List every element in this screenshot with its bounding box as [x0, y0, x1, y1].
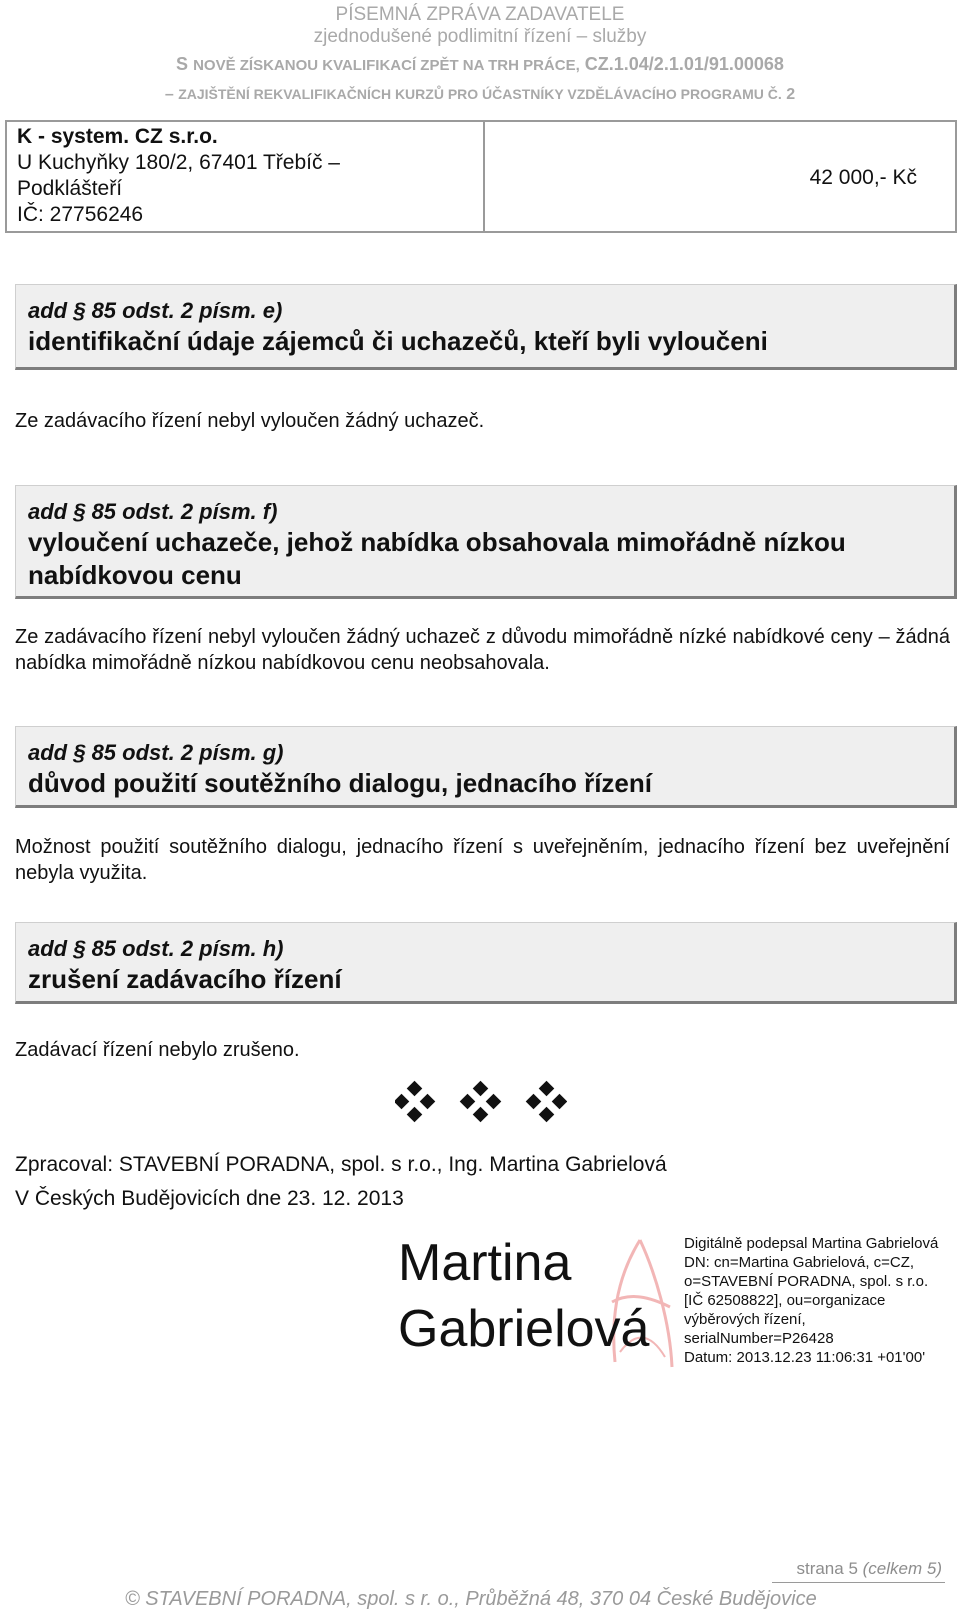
prepared-by: Zpracoval: STAVEBNÍ PORADNA, spol. s r.o., Ing. Martina Gabrielová: [15, 1153, 667, 1176]
signature-line: [IČ 62508822], ou=organizace: [684, 1292, 886, 1309]
doc-header-title: PÍSEMNÁ ZPRÁVA ZADAVATELE: [335, 4, 625, 25]
doc-header-subtitle: zjednodušené podlimitní řízení – služby: [313, 26, 647, 47]
contractor-address-2: Podklášteří: [17, 177, 123, 200]
signature-line: DN: cn=Martina Gabrielová, c=CZ,: [684, 1254, 915, 1271]
contractor-table: [5, 120, 957, 233]
signature-name: [398, 1230, 649, 1362]
section-g-ref: add § 85 odst. 2 písm. g): [28, 740, 284, 765]
signature-last-name: Gabrielová: [398, 1300, 650, 1358]
place-date: V Českých Budějovicích dne 23. 12. 2013: [15, 1187, 404, 1210]
section-h-body: Zadávací řízení nebylo zrušeno.: [15, 1039, 300, 1061]
signature-first-name: Martina: [398, 1234, 572, 1292]
section-e-body: Ze zadávacího řízení nebyl vyloučen žádný uchazeč.: [15, 410, 485, 432]
doc-header-subject: [0, 86, 960, 104]
signature-line: serialNumber=P26428: [684, 1330, 834, 1347]
section-g-title: důvod použití soutěžního dialogu, jednacího řízení: [28, 768, 652, 798]
project-name: NOVĚ ZÍSKANOU KVALIFIKACÍ ZPĚT NA TRH PRÁCE,: [193, 57, 580, 74]
section-f-ref: add § 85 odst. 2 písm. f): [28, 499, 278, 524]
section-e-title: identifikační údaje zájemců či uchazečů, kteří byli vyloučeni: [28, 326, 768, 356]
signature-line: Datum: 2013.12.23 11:06:31 +01'00': [684, 1349, 926, 1366]
section-h-title: zrušení zadávacího řízení: [28, 964, 342, 994]
section-g-body: Možnost použití soutěžního dialogu, jednacího řízení s uveřejněním, jednacího řízení bez uveřejnění nebyla využita.: [15, 836, 950, 884]
subject-text: ZAJIŠTĚNÍ REKVALIFIKAČNÍCH KURZŮ PRO ÚČASTNÍKY VZDĚLÁVACÍHO PROGRAMU Č.: [178, 86, 782, 102]
project-code: CZ.1.04/2.1.01/91.00068: [584, 54, 784, 74]
section-h-heading: [15, 922, 957, 1004]
doc-header-project: [0, 54, 960, 75]
subject-dash: –: [164, 86, 174, 103]
contractor-price: 42 000,- Kč: [809, 166, 917, 189]
signature-line: výběrových řízení,: [684, 1311, 806, 1328]
section-f-title: vyloučení uchazeče, jehož nabídka obsahovala mimořádně nízkou nabídkovou cenu: [28, 527, 846, 590]
contractor-address-1: U Kuchyňky 180/2, 67401 Třebíč –: [17, 151, 340, 174]
contractor-ic: IČ: 27756246: [17, 203, 144, 226]
page-label: strana 5: [796, 1559, 858, 1578]
signature-details: [684, 1234, 938, 1367]
subject-number: 2: [786, 86, 796, 103]
page-number: [796, 1559, 942, 1579]
contractor-info: [17, 124, 340, 228]
section-h-ref: add § 85 odst. 2 písm. h): [28, 936, 284, 961]
section-f-body: Ze zadávacího řízení nebyl vyloučen žádný uchazeč z důvodu mimořádně nízké nabídkové ceny – žádná nabídka mimořádně nízkou nabídkovou cenu neobsahovala.: [15, 626, 950, 674]
section-e-heading: [15, 284, 957, 370]
footer-rule: [772, 1582, 945, 1583]
page-total: (celkem 5): [862, 1559, 942, 1578]
signature-line: Digitálně podepsal Martina Gabrielová: [684, 1235, 939, 1252]
contractor-name: K - system. CZ s.r.o.: [17, 125, 218, 148]
signature-line: o=STAVEBNÍ PORADNA, spol. s r.o.: [684, 1273, 929, 1290]
section-f-heading: [15, 485, 957, 599]
section-e-ref: add § 85 odst. 2 písm. e): [28, 298, 283, 323]
table-divider: [483, 122, 485, 231]
section-g-heading: [15, 726, 957, 808]
diamond-ornament-icon: [395, 1080, 567, 1124]
footer-copyright: © STAVEBNÍ PORADNA, spol. s r. o., Průběžná 48, 370 04 České Budějovice: [125, 1588, 817, 1610]
project-initial: S: [176, 54, 189, 74]
